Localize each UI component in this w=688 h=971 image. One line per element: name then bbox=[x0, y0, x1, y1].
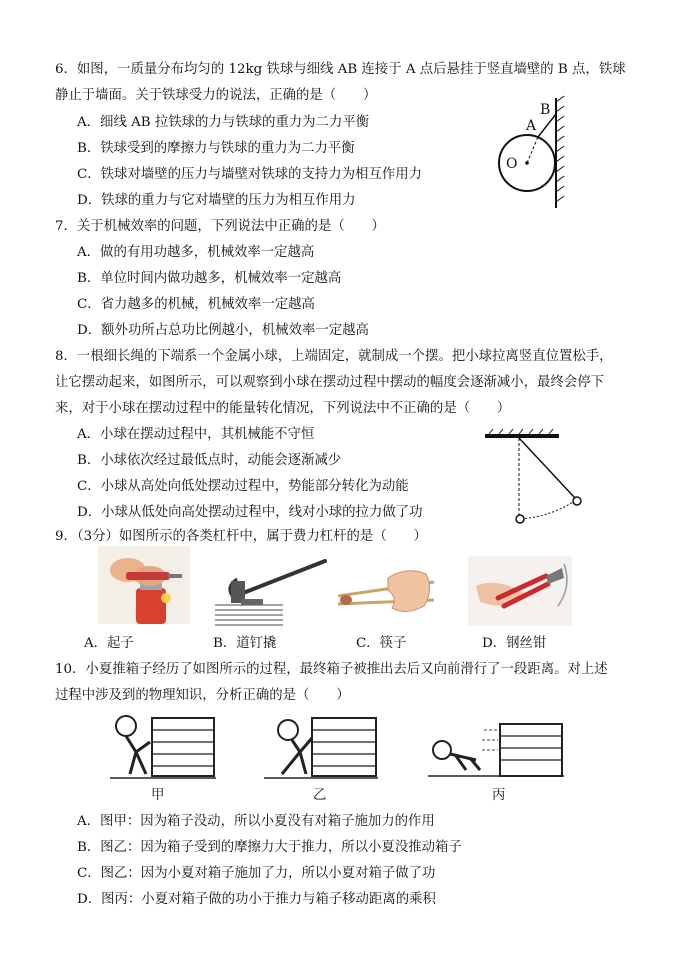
label-a: A bbox=[526, 118, 537, 134]
q8-stem-line2: 让它摆动起来，如图所示，可以观察到小球在摆动过程中摆动的幅度会逐渐减小，最终会停下 bbox=[55, 375, 605, 390]
wire-cutter-image bbox=[468, 556, 572, 626]
q8-option-c: C．小球从高处向低处摆动过程中，势能部分转化为动能 bbox=[77, 479, 409, 494]
q7-option-b: B．单位时间内做功越多，机械效率一定越高 bbox=[77, 271, 342, 286]
bottle-opener-image bbox=[98, 546, 190, 624]
q10-caption-yi: 乙 bbox=[313, 788, 327, 803]
q7-stem: 7．关于机械效率的问题，下列说法中正确的是（ ） bbox=[55, 219, 385, 234]
q7-option-d: D．额外功所占总功比例越小，机械效率一定越高 bbox=[77, 323, 369, 338]
q6-option-d: D．铁球的重力与它对墙壁的压力为相互作用力 bbox=[77, 193, 356, 208]
q10-option-d: D．图丙：小夏对箱子做的功小于推力与箱子移动距离的乘积 bbox=[77, 892, 436, 907]
iron-ball-figure bbox=[494, 94, 576, 210]
chopsticks-image bbox=[336, 560, 436, 624]
q8-option-a: A．小球在摆动过程中，其机械能不守恒 bbox=[77, 427, 315, 442]
q6-option-a: A．细线 AB 拉铁球的力与铁球的重力为二力平衡 bbox=[77, 115, 370, 130]
q8-stem-line3: 来，对于小球在摆动过程中的能量转化情况，下列说法中不正确的是（ ） bbox=[55, 401, 511, 416]
q6-stem-line1: 6．如图，一质量分布均匀的 12kg 铁球与细线 AB 连接于 A 点后悬挂于竖直墙壁的 B 点，铁球 bbox=[55, 62, 626, 77]
q7-option-a: A．做的有用功越多，机械效率一定越高 bbox=[77, 245, 315, 260]
q10-option-c: C．图乙：因为小夏对箱子施加了力，所以小夏对箱子做了功 bbox=[77, 866, 436, 881]
q10-stem-line1: 10．小夏推箱子经历了如图所示的过程，最终箱子被推出去后又向前滑行了一段距离。对上述 bbox=[55, 662, 608, 677]
q10-option-b: B．图乙：因为箱子受到的摩擦力大于推力，所以小夏没推动箱子 bbox=[77, 840, 462, 855]
q9-caption-b: B．道钉撬 bbox=[213, 636, 277, 651]
q9-caption-c: C．筷子 bbox=[356, 636, 407, 651]
push-box-figure-yi bbox=[262, 712, 380, 782]
rail-spike-puller-image bbox=[213, 557, 331, 627]
q6-option-c: C．铁球对墙壁的压力与墙壁对铁球的支持力为相互作用力 bbox=[77, 167, 423, 182]
label-o: O bbox=[506, 156, 518, 172]
q9-caption-a: A．起子 bbox=[84, 636, 134, 651]
push-box-figure-jia bbox=[108, 712, 218, 782]
label-b: B bbox=[540, 102, 551, 118]
q6-option-b: B．铁球受到的摩擦力与铁球的重力为二力平衡 bbox=[77, 141, 355, 156]
q10-option-a: A．图甲：因为箱子没动，所以小夏没有对箱子施加力的作用 bbox=[77, 814, 435, 829]
q10-caption-jia: 甲 bbox=[151, 788, 165, 803]
q9-stem: 9．（3分）如图所示的各类杠杆中，属于费力杠杆的是（ ） bbox=[55, 529, 427, 544]
q8-option-d: D．小球从低处向高处摆动过程中，线对小球的拉力做了功 bbox=[77, 505, 423, 520]
q10-stem-line2: 过程中涉及到的物理知识，分析正确的是（ ） bbox=[55, 688, 350, 703]
q8-option-b: B．小球依次经过最低点时，动能会逐渐减少 bbox=[77, 453, 342, 468]
push-box-figure-bing bbox=[426, 716, 566, 782]
q6-stem-line2: 静止于墙面。关于铁球受力的说法，正确的是（ ） bbox=[55, 88, 377, 103]
q9-caption-d: D．钢丝钳 bbox=[482, 636, 547, 651]
q8-stem-line1: 8．一根细长绳的下端系一个金属小球，上端固定，就制成一个摆。把小球拉离竖直位置松手， bbox=[55, 349, 613, 364]
q7-option-c: C．省力越多的机械，机械效率一定越高 bbox=[77, 297, 315, 312]
q10-caption-bing: 丙 bbox=[492, 788, 506, 803]
pendulum-figure bbox=[483, 428, 595, 526]
